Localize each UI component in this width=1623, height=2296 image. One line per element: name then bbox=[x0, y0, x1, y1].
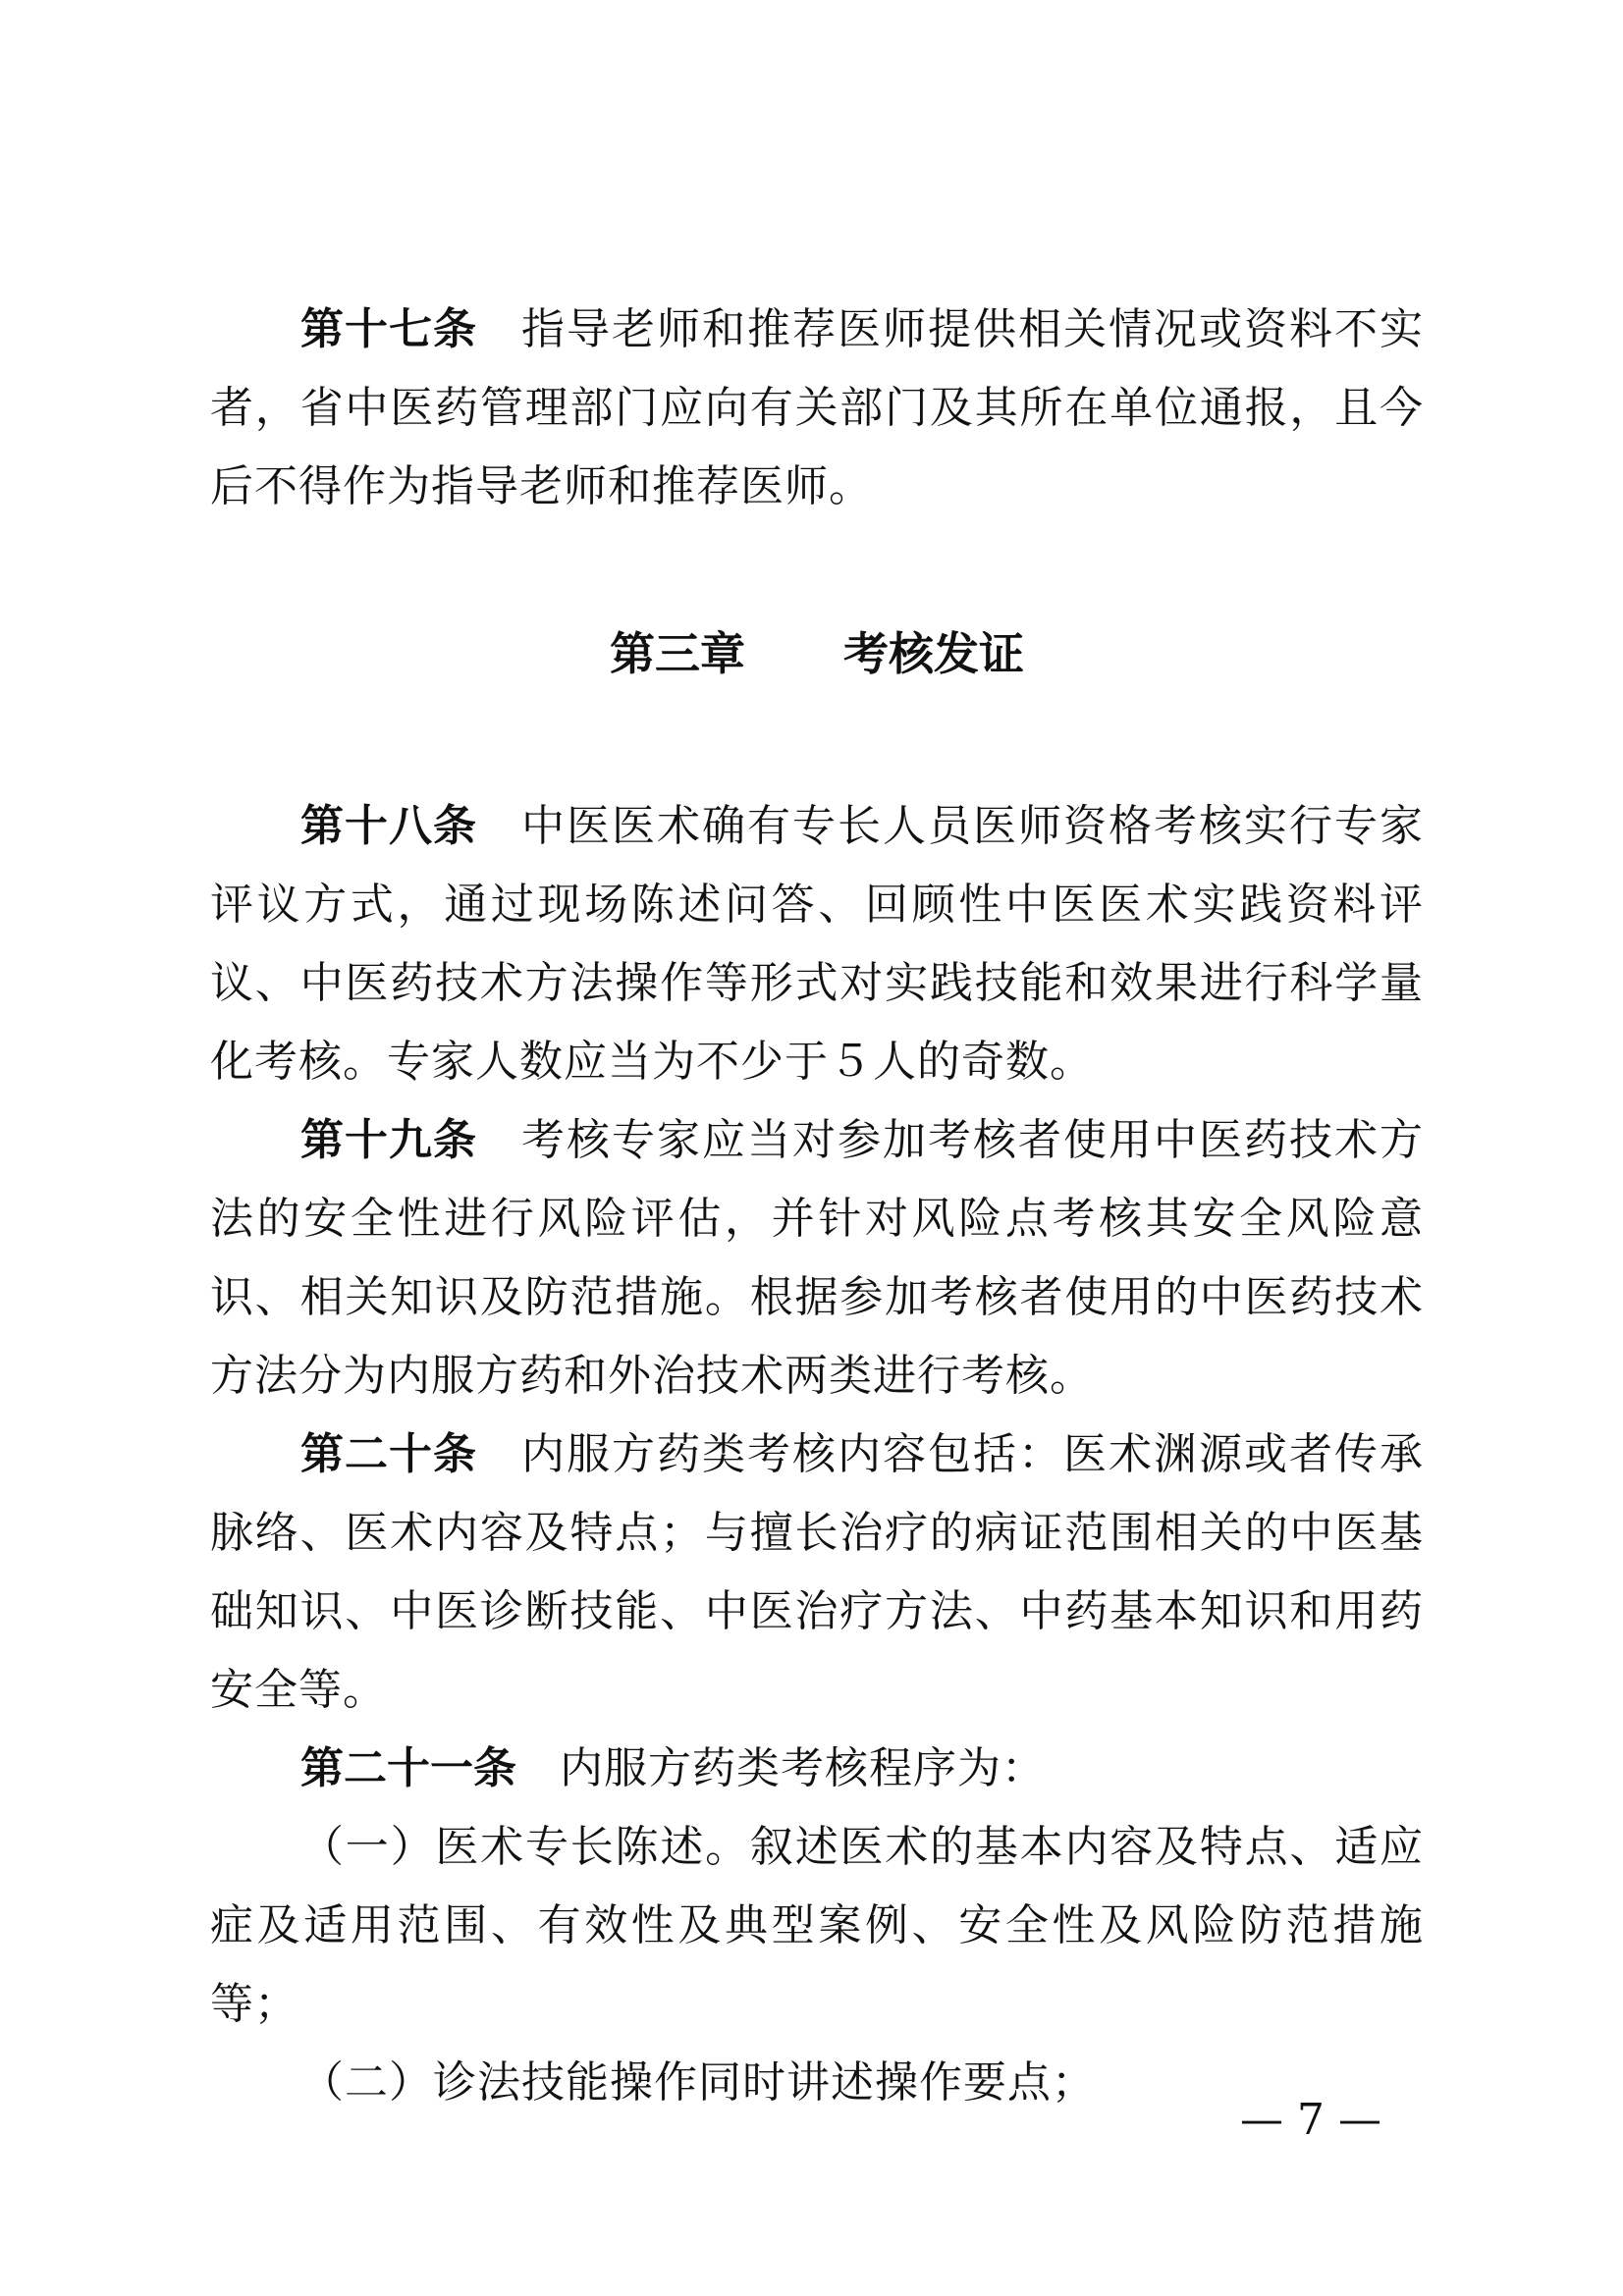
chapter-heading bbox=[210, 614, 1424, 693]
article-20 bbox=[210, 1415, 1424, 1730]
procedure-item-2: （二）诊法技能操作同时讲述操作要点； bbox=[300, 2057, 1096, 2108]
article-text: 考核专家应当对参加考核者使用中医药技术方法的安全性进行风险评估，并针对风险点考核其安全风险意识、相关知识及防范措施。根据参加考核者使用的中医药技术方法分为内服方药和外治技术两类进行考核。 bbox=[210, 1115, 1424, 1401]
article-text: 内服方药类考核程序为： bbox=[560, 1743, 1046, 1793]
article-18 bbox=[210, 787, 1424, 1101]
article-heading: 第二十条 bbox=[300, 1429, 477, 1479]
article-21 bbox=[210, 1730, 1424, 1808]
article-heading: 第十七条 bbox=[300, 304, 477, 354]
chapter-number: 第三章 bbox=[610, 627, 745, 680]
article-19 bbox=[210, 1101, 1424, 1415]
article-heading: 第十八条 bbox=[300, 801, 477, 851]
article-text: 中医医术确有专长人员医师资格考核实行专家评议方式，通过现场陈述问答、回顾性中医医术实践资料评议、中医药技术方法操作等形式对实践技能和效果进行科学量化考核。专家人数应当为不少于５人的奇数。 bbox=[210, 801, 1424, 1087]
article-text: 内服方药类考核内容包括：医术渊源或者传承脉络、医术内容及特点；与擅长治疗的病证范围相关的中医基础知识、中医诊断技能、中医治疗方法、中药基本知识和用药安全等。 bbox=[210, 1429, 1424, 1715]
article-17 bbox=[210, 291, 1424, 526]
article-text: 指导老师和推荐医师提供相关情况或资料不实者，省中医药管理部门应向有关部门及其所在单位通报，且今后不得作为指导老师和推荐医师。 bbox=[210, 304, 1424, 511]
procedure-item-1: （一）医术专长陈述。叙述医术的基本内容及特点、适应症及适用范围、有效性及典型案例、安全性及风险防范措施等； bbox=[210, 1822, 1424, 2029]
page-number: — 7 — bbox=[1240, 2095, 1381, 2145]
document-body bbox=[210, 291, 1424, 2122]
article-heading: 第十九条 bbox=[300, 1115, 477, 1165]
chapter-title: 考核发证 bbox=[843, 627, 1024, 680]
article-heading: 第二十一条 bbox=[300, 1743, 516, 1793]
